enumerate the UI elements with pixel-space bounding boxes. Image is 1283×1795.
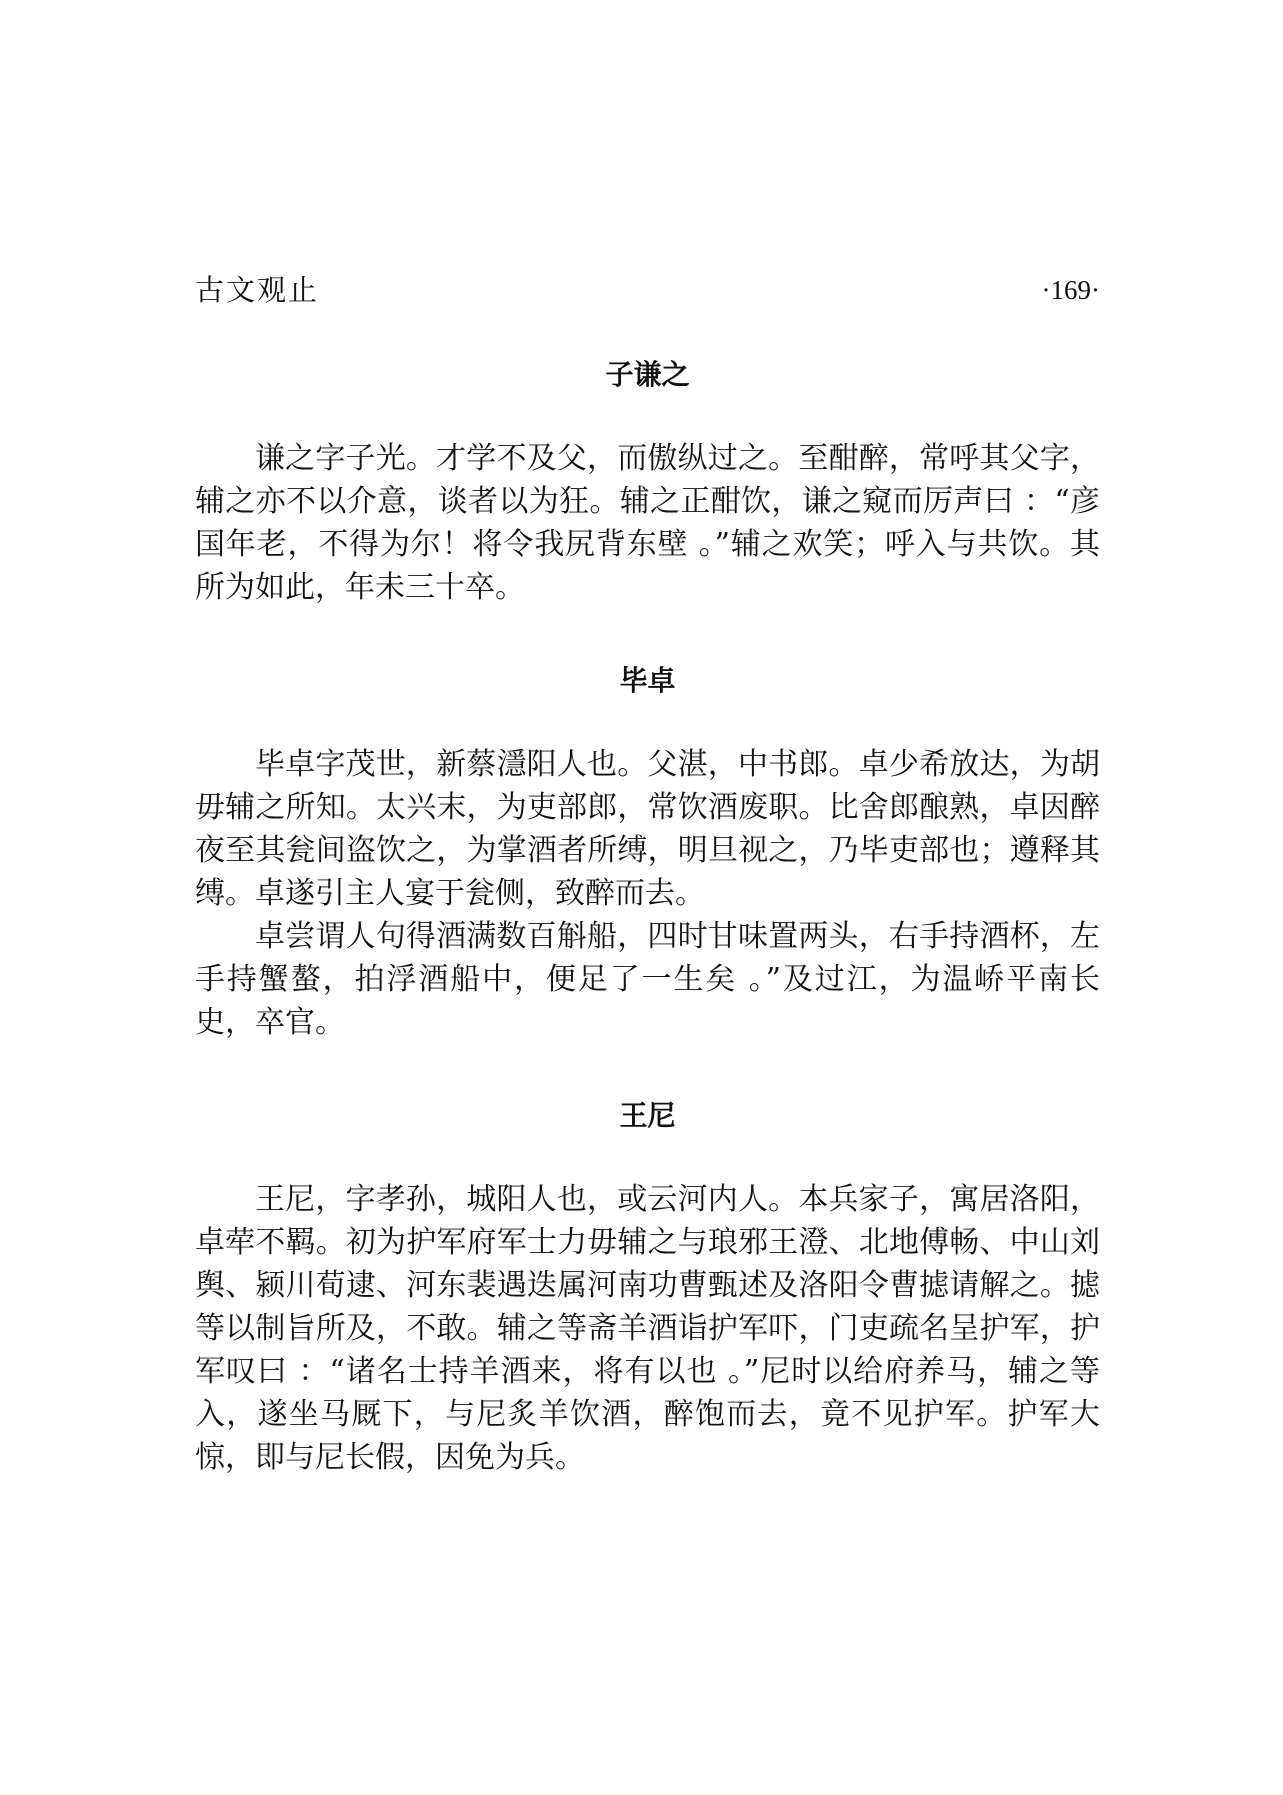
paragraph: 卓尝谓人句得酒满数百斛船，四时甘味置两头，右手持酒杯，左手持蟹螯，拍浮酒船中，便足了一生矣 。”及过江，为温峤平南长史，卒官。 [195, 919, 1100, 1040]
section-zi-qianzhi [195, 355, 1100, 609]
book-title: 古文观止 [195, 273, 320, 307]
section-title: 王尼 [619, 1099, 676, 1132]
main-content [195, 355, 1100, 1479]
section-title: 子谦之 [605, 358, 690, 391]
page-number: ·169· [1041, 275, 1100, 305]
paragraph: 毕卓字茂世，新蔡濦阳人也。父湛，中书郎。卓少希放达，为胡毋辅之所知。太兴末，为吏部郎，常饮酒废职。比舍郎酿熟，卓因醉夜至其瓮间盗饮之，为掌酒者所缚，明旦视之，乃毕吏部也；遵释其缚。卓遂引主人宴于瓮侧，致醉而去。 [195, 747, 1100, 911]
section-wang-ni [195, 1096, 1100, 1479]
paragraph: 谦之字子光。才学不及父，而傲纵过之。至酣醉，常呼其父字，辅之亦不以介意，谈者以为狂。辅之正酣饮，谦之窥而厉声曰 ：“彦国年老，不得为尔！将令我尻背东壁 。”辅之欢笑；呼入与共饮。其所为如此，年未三十卒。 [195, 441, 1100, 605]
section-bi-zhuo [195, 661, 1100, 1044]
section-title: 毕卓 [619, 664, 676, 697]
running-header [195, 268, 1100, 312]
paragraph: 王尼，字孝孙，城阳人也，或云河内人。本兵家子，寓居洛阳，卓荦不羁。初为护军府军士力毋辅之与琅邪王澄、北地傅畅、中山刘舆、颍川荀逮、河东裴遇迭属河南功曹甄述及洛阳令曹摅请解之。摅等以制旨所及，不敢。辅之等斋羊酒诣护军吓，门吏疏名呈护军，护军叹曰 ：“诸名士持羊酒来，将有以也 。”尼时以给府养马，辅之等入，遂坐马厩下，与尼炙羊饮酒，醉饱而去，竟不见护军。护军大惊，即与尼长假，因免为兵。 [195, 1182, 1100, 1475]
